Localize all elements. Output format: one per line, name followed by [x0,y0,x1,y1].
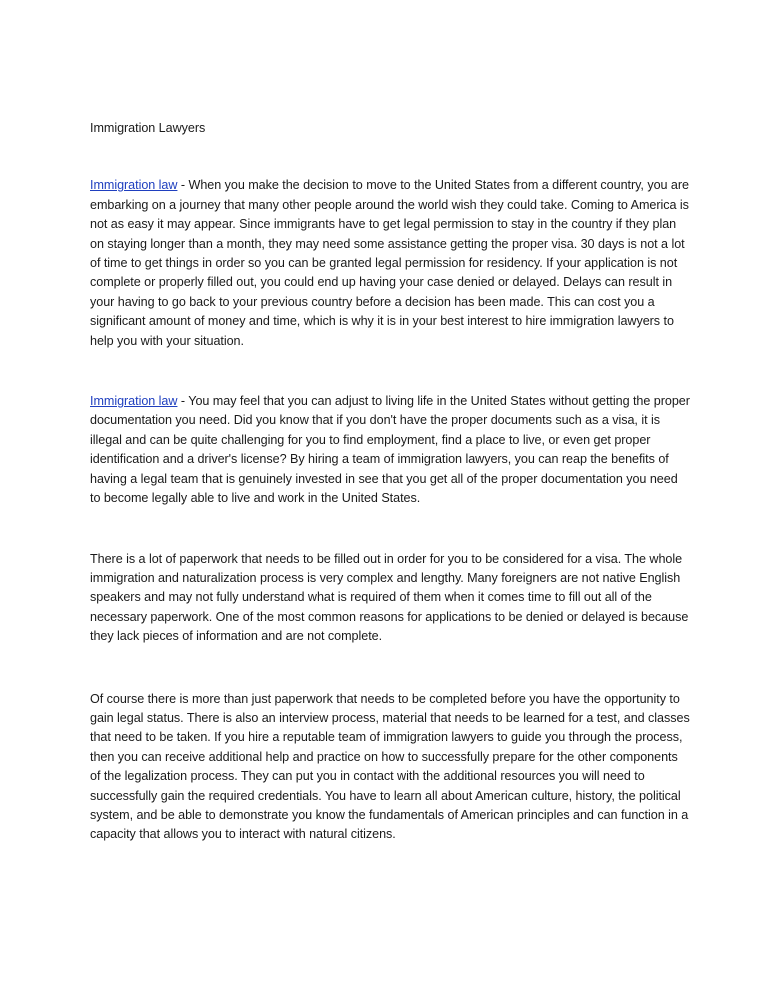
immigration-law-link[interactable]: Immigration law [90,178,178,193]
paragraph-text: Of course there is more than just paperwork that needs to be completed before you have the opportunity to gain legal status. There is also an interview process, material that needs to be learned for a test, and classes that need to be taken. If you hire a reputable team of immigration lawyers to guide you through the process, then you can receive additional help and practice on how to successfully prepare for the other components of the legalization process. They can put you in contact with the additional resources you will need to successfully gain the required credentials. You have to learn all about American culture, history, the political system, and be able to demonstrate you know the fundamentals of American principles and can function in a capacity that allows you to interact with natural citizens. [90,691,690,842]
paragraph-text: There is a lot of paperwork that needs to be filled out in order for you to be considered for a visa. The whole immigration and naturalization process is very complex and lengthy. Many foreigners are not native English speakers and may not fully understand what is required of them when it comes time to fill out all of the necessary paperwork. One of the most common reasons for applications to be denied or delayed is because they lack pieces of information and are not complete. [90,551,689,644]
paragraph-immigration-law-1 [90,176,690,351]
paragraph-immigration-law-2 [90,392,690,508]
immigration-law-link[interactable]: Immigration law [90,394,178,409]
paragraph-text: - You may feel that you can adjust to living life in the United States without getting the proper documentation you need. Did you know that if you don't have the proper documents such as a visa, it is illegal and can be quite challenging for you to find employment, find a place to live, or even get proper identification and a driver's license? By hiring a team of immigration lawyers, you can reap the benefits of having a legal team that is genuinely invested in see that you get all of the proper documentation you need to become legally able to live and work in the United States. [90,394,690,506]
document-body [90,119,690,888]
document-title: Immigration Lawyers [90,121,206,135]
paragraph-legal-status [90,690,690,845]
paragraph-paperwork [90,550,690,647]
paragraph-text: - When you make the decision to move to the United States from a different country, you are embarking on a journey that many other people around the world wish they could take. Coming to America is not as easy it may appear. Since immigrants have to get legal permission to stay in the country if they plan on staying longer than a month, they may need some assistance getting the proper visa. 30 days is not a lot of time to get things in order so you can be granted legal permission for residency. If your application is not complete or properly filled out, you could end up having your case denied or delayed. Delays can result in your having to go back to your previous country before a decision has been made. This can cost you a significant amount of money and time, which is why it is in your best interest to hire immigration lawyers to help you with your situation. [90,178,689,348]
